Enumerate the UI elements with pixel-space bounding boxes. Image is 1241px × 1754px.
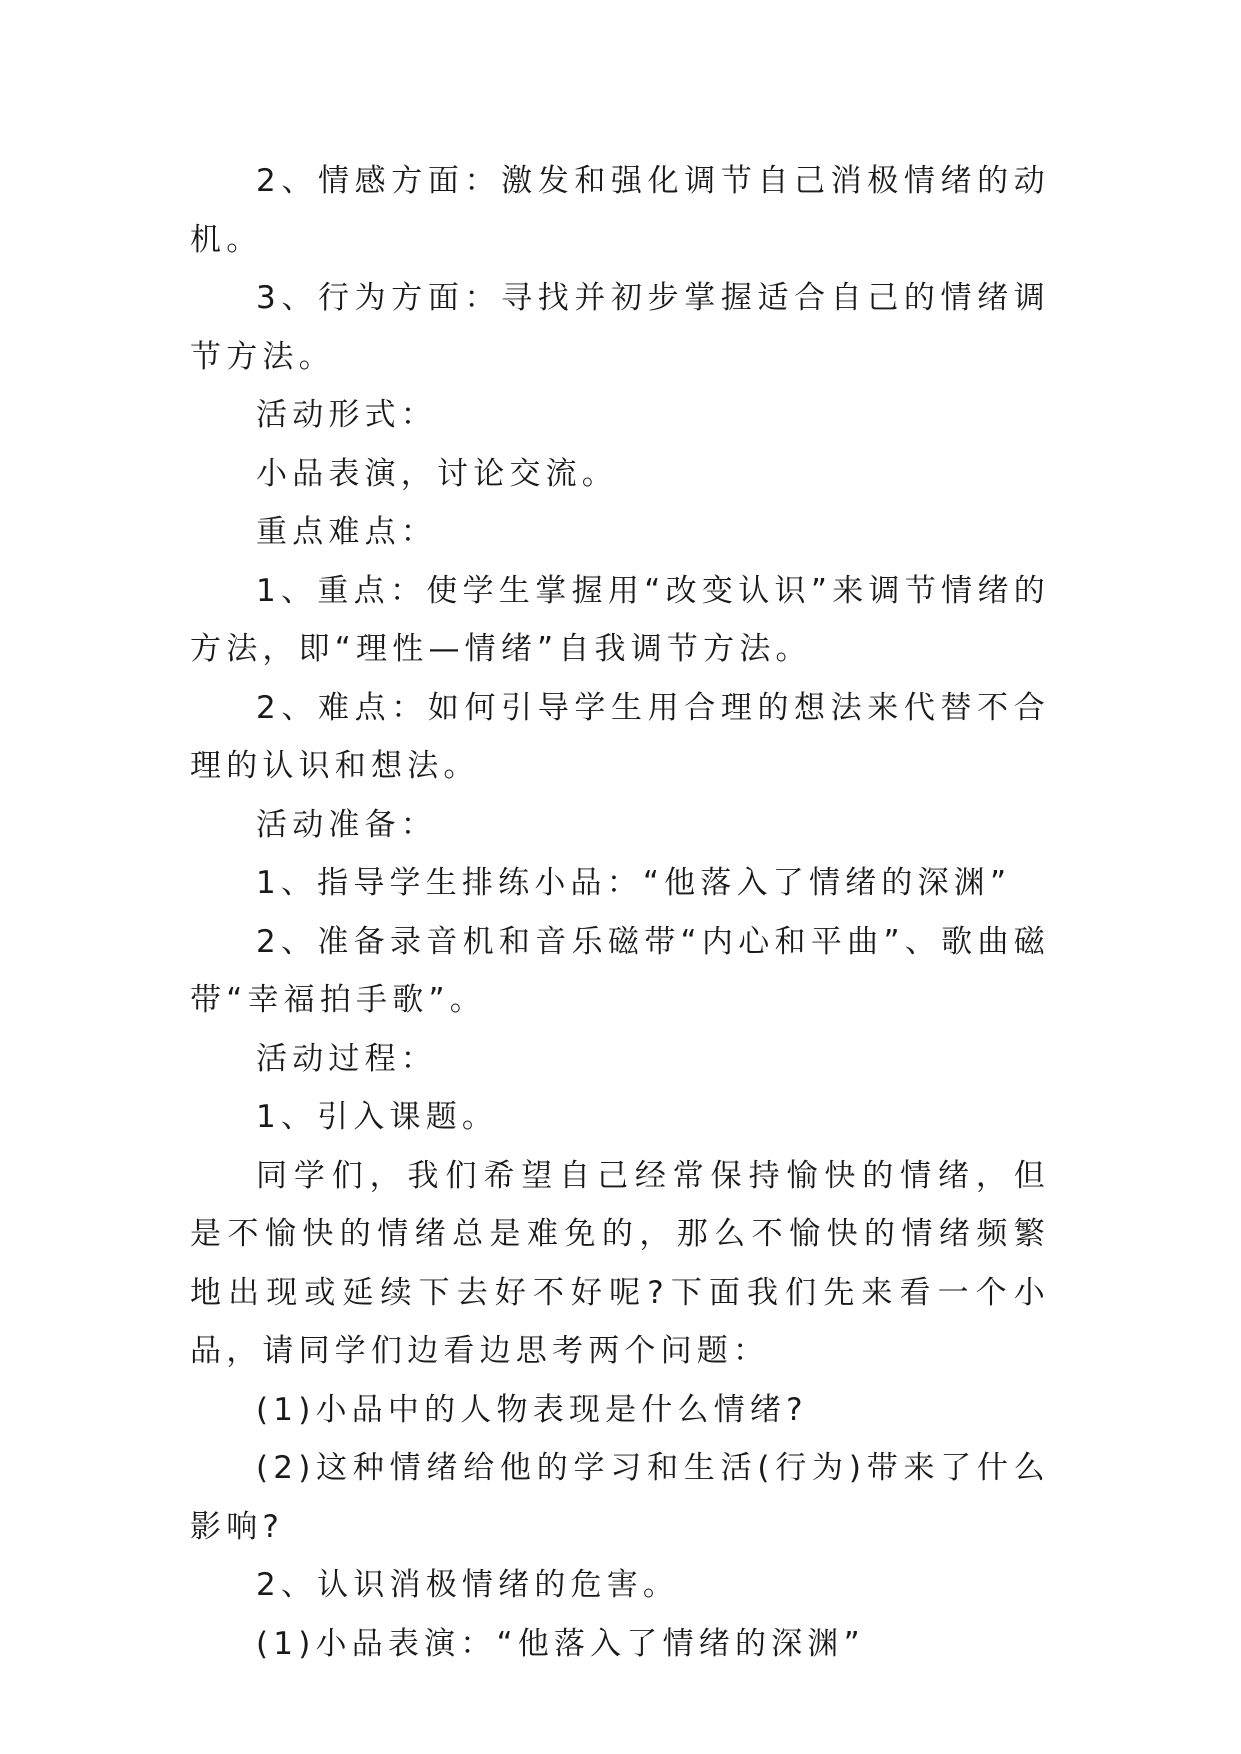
- paragraph-process-step-2: 2、认识消极情绪的危害。: [256, 1567, 680, 1603]
- paragraph-question-1: (1)小品中的人物表现是什么情绪?: [256, 1391, 808, 1428]
- paragraph-process-step-1: 1、引入课题。: [256, 1099, 499, 1135]
- paragraph-goal-behavior: 3、行为方面：寻找并初步掌握适合自己的情绪调节方法。: [190, 280, 1050, 375]
- document-body: [190, 152, 1050, 1673]
- paragraph-intro-speech: 同学们，我们希望自己经常保持愉快的情绪，但是不愉快的情绪总是难免的，那么不愉快的情绪频繁地出现或延续下去好不好呢?下面我们先来看一个小品，请同学们边看边思考两个问题：: [190, 1157, 1050, 1369]
- paragraph-skit-performance: (1)小品表演：“他落入了情绪的深渊”: [256, 1625, 865, 1662]
- heading-key-points: 重点难点：: [256, 514, 437, 550]
- paragraph-preparation-1: 1、指导学生排练小品：“他落入了情绪的深渊”: [256, 865, 1012, 901]
- paragraph-goal-emotion: 2、情感方面：激发和强化调节自己消极情绪的动机。: [190, 163, 1050, 258]
- paragraph-difficulty: 2、难点：如何引导学生用合理的想法来代替不合理的认识和想法。: [190, 689, 1050, 784]
- paragraph-key-point: 1、重点：使学生掌握用“改变认识”来调节情绪的方法，即“理性—情绪”自我调节方法。: [190, 572, 1050, 667]
- heading-process: 活动过程：: [256, 1040, 437, 1077]
- heading-activity-form: 活动形式：: [256, 397, 437, 433]
- heading-preparation: 活动准备：: [256, 806, 437, 843]
- paragraph-preparation-2: 2、准备录音机和音乐磁带“内心和平曲”、歌曲磁带“幸福拍手歌”。: [190, 923, 1050, 1018]
- paragraph-question-2: (2)这种情绪给他的学习和生活(行为)带来了什么影响?: [190, 1450, 1050, 1545]
- paragraph-activity-form: 小品表演，讨论交流。: [256, 455, 618, 492]
